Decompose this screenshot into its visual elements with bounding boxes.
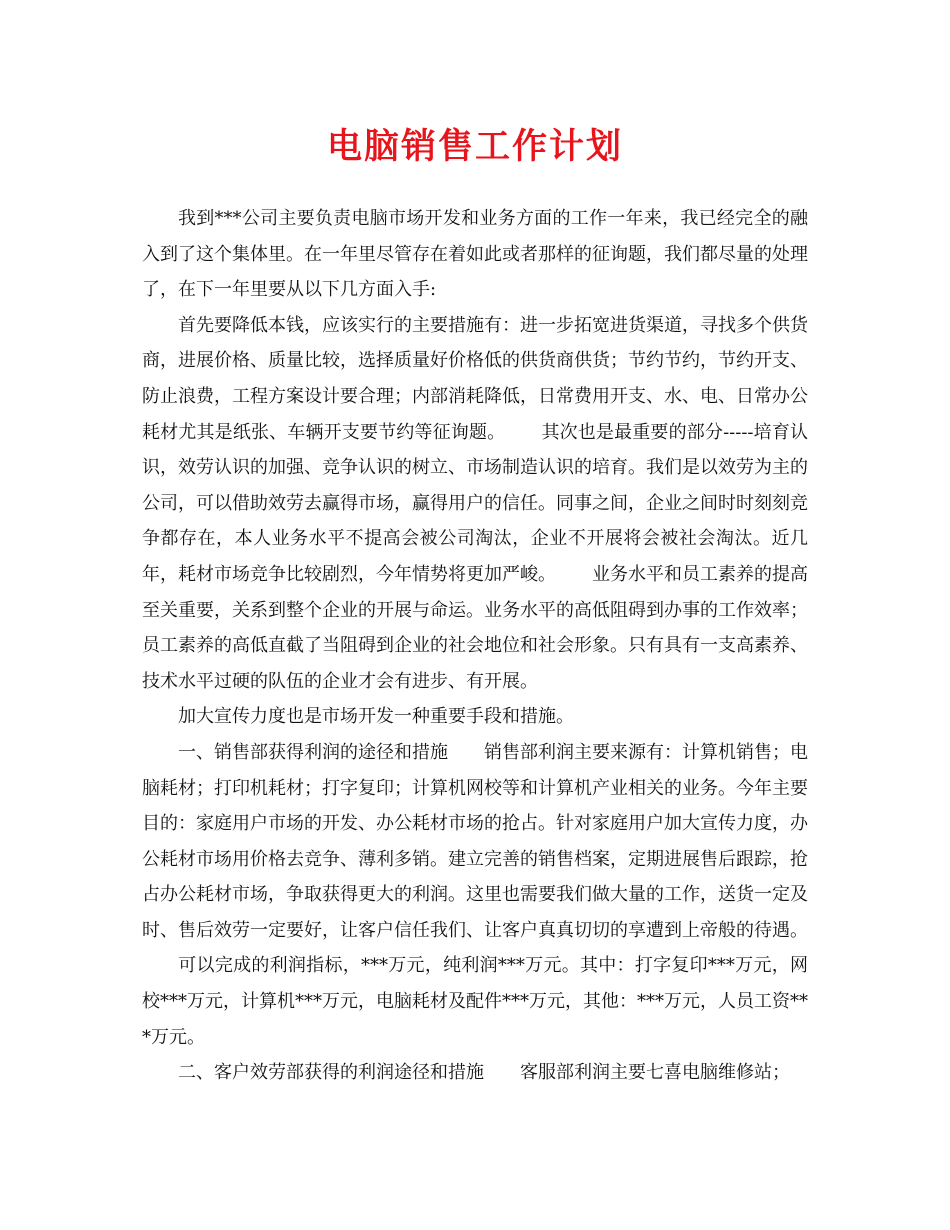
paragraph-cost-reduction <box>142 308 808 700</box>
paragraph-text: 可以完成的利润指标，***万元，纯利润***万元。其中：打字复印***万元，网校***万元，计算机***万元，电脑耗材及配件***万元，其他：***万元，人员工资***万元。 <box>142 955 808 1048</box>
paragraph-text: 首先要降低本钱，应该实行的主要措施有：进一步拓宽进货渠道，寻找多个供货商，进展价格、质量比较，选择质量好价格低的供货商供货；节约节约，节约开支、防止浪费，工程方案设计要合理；内部消耗降低，日常费用开支、水、电、日常办公耗材尤其是纸张、车辆开支要节约等征询题。 <box>142 314 808 443</box>
paragraph-text: 业务水平和员工素养的提高至关重要，关系到整个企业的开展与命运。业务水平的高低阻碍到办事的工作效率；员工素养的高低直截了当阻碍到企业的社会地位和社会形象。只有具有一支高素养、技术水平过硬的队伍的企业才会有进步、有开展。 <box>142 563 808 692</box>
paragraph-text: 其次也是最重要的部分-----培育认识，效劳认识的加强、竞争认识的树立、市场制造认识的培育。我们是以效劳为主的公司，可以借助效劳去赢得市场，赢得用户的信任。同事之间，企业之间时时刻刻竞争都存在，本人业务水平不提高会被公司淘汰，企业不开展将会被社会淘汰。近几年，耗材市场竞争比较剧烈，今年情势将更加严峻。 <box>142 421 808 585</box>
paragraph-text: 销售部利润主要来源有：计算机销售；电脑耗材；打印机耗材；打字复印；计算机网校等和计算机产业相关的业务。今年主要目的：家庭用户市场的开发、办公耗材市场的抢占。针对家庭用户加大宣传力度，办公耗材市场用价格去竞争、薄利多销。建立完善的销售档案，定期进展售后跟踪，抢占办公耗材市场，争取获得更大的利润。这里也需要我们做大量的工作，送货一定及时、售后效劳一定要好，让客户信任我们、让客户真真切切的享遭到上帝般的待遇。 <box>142 741 808 941</box>
paragraph-service-department <box>142 1055 808 1091</box>
section-heading: 二、客户效劳部获得的利润途径和措施 <box>178 1062 484 1084</box>
section-heading: 一、销售部获得利润的途径和措施 <box>178 741 448 763</box>
document-title: 电脑销售工作计划 <box>326 126 623 167</box>
paragraph-promotion <box>142 699 808 735</box>
document-body <box>142 201 808 1091</box>
paragraph-text: 加大宣传力度也是市场开发一种重要手段和措施。 <box>178 706 574 728</box>
paragraph-text: 我到***公司主要负责电脑市场开发和业务方面的工作一年来，我已经完全的融入到了这个集体里。在一年里尽管存在着如此或者那样的征询题，我们都尽量的处理了，在下一年里要从以下几方面入手: <box>142 208 808 301</box>
paragraph-intro <box>142 201 808 308</box>
paragraph-text: 客服部利润主要七喜电脑维修站； <box>520 1062 790 1084</box>
paragraph-sales-department <box>142 735 808 1055</box>
